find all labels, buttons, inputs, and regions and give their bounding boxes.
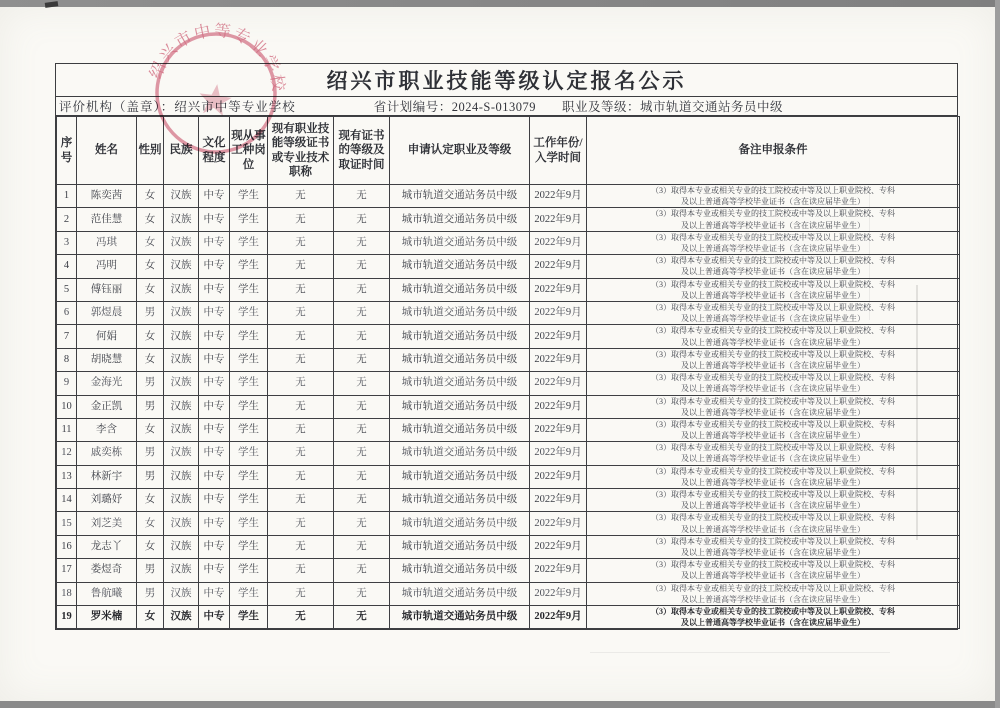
remark-line-1: （3）取得本专业或相关专业的技工院校或中等及以上职业院校、专科 [651, 349, 895, 359]
table-row [57, 418, 960, 441]
cell-remark [587, 255, 960, 278]
cell-seq: 2 [57, 208, 77, 231]
cell-name: 冯琪 [77, 231, 137, 254]
cell-existing-cert: 无 [268, 348, 334, 371]
cell-work-enroll-time: 2022年9月 [530, 185, 587, 208]
cell-cert-level-time: 无 [334, 535, 390, 558]
plan-number-label: 省计划编号：2024-S-013079 [373, 100, 537, 114]
table-header-row [57, 117, 960, 185]
scan-edge-right [995, 0, 1000, 708]
cell-cert-level-time: 无 [334, 278, 390, 301]
table-row [57, 512, 960, 535]
cell-cert-level-time: 无 [334, 208, 390, 231]
cell-existing-cert: 无 [268, 582, 334, 605]
cell-work-enroll-time: 2022年9月 [530, 465, 587, 488]
remark-line-1: （3）取得本专业或相关专业的技工院校或中等及以上职业院校、专科 [651, 186, 895, 195]
cell-cert-level-time: 无 [334, 255, 390, 278]
cell-name: 刘芝美 [77, 512, 137, 535]
remark-line-1: （3）取得本专业或相关专业的技工院校或中等及以上职业院校、专科 [651, 232, 895, 242]
header-work-enroll-time: 工作年份/入学时间 [530, 117, 587, 185]
cell-seq: 14 [57, 489, 77, 512]
cell-seq: 4 [57, 255, 77, 278]
cell-current-job: 学生 [230, 489, 268, 512]
public-notice-document [55, 63, 958, 630]
cell-ethnicity: 汉族 [164, 582, 199, 605]
cell-name: 娄煜奇 [77, 559, 137, 582]
cell-name: 刘璐妤 [77, 489, 137, 512]
remark-line-2: 及以上普通高等学校毕业证书（含在读应届毕业生） [681, 384, 865, 394]
cell-ethnicity: 汉族 [164, 278, 199, 301]
cell-gender: 男 [137, 301, 164, 324]
cell-gender: 女 [137, 606, 164, 629]
remark-line-1: （3）取得本专业或相关专业的技工院校或中等及以上职业院校、专科 [651, 302, 895, 312]
cell-applied-occupation: 城市轨道交通站务员中级 [390, 418, 530, 441]
cell-applied-occupation: 城市轨道交通站务员中级 [390, 255, 530, 278]
header-existing-cert: 现有职业技能等级证书或专业技术职称 [268, 117, 334, 185]
table-row [57, 372, 960, 395]
cell-work-enroll-time: 2022年9月 [530, 278, 587, 301]
cell-work-enroll-time: 2022年9月 [530, 489, 587, 512]
table-row [57, 606, 960, 629]
header-remark-conditions: 备注申报条件 [587, 117, 960, 185]
remark-line-2: 及以上普通高等学校毕业证书（含在读应届毕业生） [681, 407, 865, 417]
table-row [57, 559, 960, 582]
cell-gender: 女 [137, 489, 164, 512]
evaluating-org-label: 评价机构（盖章）：绍兴市中等专业学校 [59, 100, 296, 114]
cell-current-job: 学生 [230, 255, 268, 278]
remark-line-1: （3）取得本专业或相关专业的技工院校或中等及以上职业院校、专科 [651, 209, 895, 219]
remark-line-1: （3）取得本专业或相关专业的技工院校或中等及以上职业院校、专科 [651, 607, 895, 617]
cell-remark [587, 606, 960, 629]
cell-ethnicity: 汉族 [164, 395, 199, 418]
cell-work-enroll-time: 2022年9月 [530, 606, 587, 629]
cell-name: 傅钰丽 [77, 278, 137, 301]
cell-ethnicity: 汉族 [164, 325, 199, 348]
cell-education: 中专 [199, 418, 230, 441]
cell-remark [587, 301, 960, 324]
cell-existing-cert: 无 [268, 185, 334, 208]
cell-work-enroll-time: 2022年9月 [530, 418, 587, 441]
cell-cert-level-time: 无 [334, 301, 390, 324]
remark-line-2: 及以上普通高等学校毕业证书（含在读应届毕业生） [681, 571, 865, 581]
table-row [57, 442, 960, 465]
cell-applied-occupation: 城市轨道交通站务员中级 [390, 325, 530, 348]
cell-name: 龙志丫 [77, 535, 137, 558]
table-row [57, 231, 960, 254]
cell-gender: 女 [137, 348, 164, 371]
table-row [57, 465, 960, 488]
cell-education: 中专 [199, 582, 230, 605]
cell-cert-level-time: 无 [334, 582, 390, 605]
remark-line-2: 及以上普通高等学校毕业证书（含在读应届毕业生） [681, 431, 865, 441]
table-row [57, 348, 960, 371]
cell-applied-occupation: 城市轨道交通站务员中级 [390, 606, 530, 629]
table-body [57, 185, 960, 629]
cell-existing-cert: 无 [268, 208, 334, 231]
cell-ethnicity: 汉族 [164, 348, 199, 371]
cell-remark [587, 418, 960, 441]
table-row [57, 255, 960, 278]
remark-line-1: （3）取得本专业或相关专业的技工院校或中等及以上职业院校、专科 [651, 536, 895, 546]
remark-line-1: （3）取得本专业或相关专业的技工院校或中等及以上职业院校、专科 [651, 373, 895, 383]
remark-line-2: 及以上普通高等学校毕业证书（含在读应届毕业生） [681, 454, 865, 464]
cell-remark [587, 559, 960, 582]
cell-current-job: 学生 [230, 208, 268, 231]
table-row [57, 582, 960, 605]
remark-line-2: 及以上普通高等学校毕业证书（含在读应届毕业生） [681, 501, 865, 511]
cell-applied-occupation: 城市轨道交通站务员中级 [390, 489, 530, 512]
cell-education: 中专 [199, 185, 230, 208]
applicants-table [56, 116, 960, 629]
cell-seq: 18 [57, 582, 77, 605]
cell-seq: 9 [57, 372, 77, 395]
remark-line-2: 及以上普通高等学校毕业证书（含在读应届毕业生） [681, 314, 865, 324]
cell-remark [587, 582, 960, 605]
remark-line-2: 及以上普通高等学校毕业证书（含在读应届毕业生） [681, 220, 865, 230]
remark-line-1: （3）取得本专业或相关专业的技工院校或中等及以上职业院校、专科 [651, 583, 895, 593]
cell-gender: 女 [137, 231, 164, 254]
cell-name: 罗米楠 [77, 606, 137, 629]
cell-seq: 6 [57, 301, 77, 324]
cell-ethnicity: 汉族 [164, 606, 199, 629]
cell-work-enroll-time: 2022年9月 [530, 559, 587, 582]
cell-current-job: 学生 [230, 582, 268, 605]
cell-seq: 11 [57, 418, 77, 441]
cell-remark [587, 231, 960, 254]
cell-ethnicity: 汉族 [164, 372, 199, 395]
cell-gender: 男 [137, 395, 164, 418]
header-applied-occupation: 申请认定职业及等级 [390, 117, 530, 185]
cell-education: 中专 [199, 489, 230, 512]
cell-education: 中专 [199, 559, 230, 582]
cell-current-job: 学生 [230, 372, 268, 395]
cell-seq: 15 [57, 512, 77, 535]
cell-applied-occupation: 城市轨道交通站务员中级 [390, 582, 530, 605]
cell-ethnicity: 汉族 [164, 231, 199, 254]
cell-existing-cert: 无 [268, 278, 334, 301]
cell-existing-cert: 无 [268, 559, 334, 582]
remark-line-2: 及以上普通高等学校毕业证书（含在读应届毕业生） [681, 524, 865, 534]
cell-current-job: 学生 [230, 418, 268, 441]
cell-gender: 女 [137, 535, 164, 558]
occupation-level-label: 职业及等级：城市轨道交通站务员中级 [562, 100, 784, 114]
cell-ethnicity: 汉族 [164, 255, 199, 278]
cell-current-job: 学生 [230, 348, 268, 371]
remark-line-2: 及以上普通高等学校毕业证书（含在读应届毕业生） [681, 267, 865, 277]
cell-ethnicity: 汉族 [164, 535, 199, 558]
cell-name: 金正凯 [77, 395, 137, 418]
scan-edge-top [0, 0, 1000, 7]
cell-seq: 19 [57, 606, 77, 629]
cell-seq: 13 [57, 465, 77, 488]
scan-edge-bottom [0, 701, 1000, 708]
table-row [57, 325, 960, 348]
cell-gender: 女 [137, 255, 164, 278]
cell-remark [587, 185, 960, 208]
cell-remark [587, 372, 960, 395]
cell-applied-occupation: 城市轨道交通站务员中级 [390, 231, 530, 254]
cell-education: 中专 [199, 442, 230, 465]
cell-gender: 男 [137, 559, 164, 582]
cell-work-enroll-time: 2022年9月 [530, 372, 587, 395]
cell-cert-level-time: 无 [334, 442, 390, 465]
cell-seq: 3 [57, 231, 77, 254]
cell-existing-cert: 无 [268, 231, 334, 254]
cell-applied-occupation: 城市轨道交通站务员中级 [390, 442, 530, 465]
cell-cert-level-time: 无 [334, 418, 390, 441]
cell-cert-level-time: 无 [334, 372, 390, 395]
table-row [57, 535, 960, 558]
cell-applied-occupation: 城市轨道交通站务员中级 [390, 278, 530, 301]
cell-current-job: 学生 [230, 231, 268, 254]
cell-cert-level-time: 无 [334, 512, 390, 535]
remark-line-1: （3）取得本专业或相关专业的技工院校或中等及以上职业院校、专科 [651, 443, 895, 453]
remark-line-1: （3）取得本专业或相关专业的技工院校或中等及以上职业院校、专科 [651, 326, 895, 336]
cell-gender: 女 [137, 325, 164, 348]
header-seq: 序号 [57, 117, 77, 185]
cell-work-enroll-time: 2022年9月 [530, 512, 587, 535]
remark-line-1: （3）取得本专业或相关专业的技工院校或中等及以上职业院校、专科 [651, 466, 895, 476]
cell-remark [587, 348, 960, 371]
cell-education: 中专 [199, 535, 230, 558]
cell-gender: 男 [137, 465, 164, 488]
cell-remark [587, 535, 960, 558]
cell-education: 中专 [199, 278, 230, 301]
cell-ethnicity: 汉族 [164, 208, 199, 231]
cell-applied-occupation: 城市轨道交通站务员中级 [390, 535, 530, 558]
cell-education: 中专 [199, 465, 230, 488]
cell-cert-level-time: 无 [334, 231, 390, 254]
cell-existing-cert: 无 [268, 606, 334, 629]
header-gender: 性别 [137, 117, 164, 185]
cell-gender: 男 [137, 372, 164, 395]
remark-line-1: （3）取得本专业或相关专业的技工院校或中等及以上职业院校、专科 [651, 513, 895, 523]
cell-cert-level-time: 无 [334, 185, 390, 208]
table-row [57, 208, 960, 231]
cell-existing-cert: 无 [268, 465, 334, 488]
cell-cert-level-time: 无 [334, 325, 390, 348]
cell-work-enroll-time: 2022年9月 [530, 395, 587, 418]
cell-work-enroll-time: 2022年9月 [530, 208, 587, 231]
cell-current-job: 学生 [230, 559, 268, 582]
cell-education: 中专 [199, 372, 230, 395]
cell-applied-occupation: 城市轨道交通站务员中级 [390, 301, 530, 324]
cell-gender: 女 [137, 512, 164, 535]
cell-seq: 8 [57, 348, 77, 371]
cell-seq: 12 [57, 442, 77, 465]
cell-current-job: 学生 [230, 278, 268, 301]
cell-gender: 女 [137, 418, 164, 441]
cell-existing-cert: 无 [268, 255, 334, 278]
cell-work-enroll-time: 2022年9月 [530, 255, 587, 278]
cell-cert-level-time: 无 [334, 465, 390, 488]
cell-remark [587, 512, 960, 535]
cell-current-job: 学生 [230, 512, 268, 535]
cell-name: 范佳慧 [77, 208, 137, 231]
page-title: 绍兴市职业技能等级认定报名公示 [56, 64, 957, 97]
cell-education: 中专 [199, 301, 230, 324]
remark-line-2: 及以上普通高等学校毕业证书（含在读应届毕业生） [681, 548, 865, 558]
cell-work-enroll-time: 2022年9月 [530, 535, 587, 558]
cell-ethnicity: 汉族 [164, 512, 199, 535]
cell-applied-occupation: 城市轨道交通站务员中级 [390, 559, 530, 582]
remark-line-2: 及以上普通高等学校毕业证书（含在读应届毕业生） [681, 360, 865, 370]
remark-line-2: 及以上普通高等学校毕业证书（含在读应届毕业生） [681, 197, 865, 207]
cell-education: 中专 [199, 208, 230, 231]
table-row [57, 301, 960, 324]
table-row [57, 489, 960, 512]
cell-current-job: 学生 [230, 325, 268, 348]
cell-gender: 女 [137, 278, 164, 301]
cell-name: 郭煜晨 [77, 301, 137, 324]
cell-work-enroll-time: 2022年9月 [530, 325, 587, 348]
remark-line-1: （3）取得本专业或相关专业的技工院校或中等及以上职业院校、专科 [651, 560, 895, 570]
header-ethnicity: 民族 [164, 117, 199, 185]
cell-cert-level-time: 无 [334, 395, 390, 418]
cell-education: 中专 [199, 512, 230, 535]
cell-seq: 17 [57, 559, 77, 582]
cell-name: 何娟 [77, 325, 137, 348]
cell-applied-occupation: 城市轨道交通站务员中级 [390, 208, 530, 231]
cell-current-job: 学生 [230, 185, 268, 208]
cell-gender: 男 [137, 442, 164, 465]
remark-line-2: 及以上普通高等学校毕业证书（含在读应届毕业生） [681, 618, 865, 628]
cell-existing-cert: 无 [268, 301, 334, 324]
cell-existing-cert: 无 [268, 489, 334, 512]
cell-ethnicity: 汉族 [164, 185, 199, 208]
cell-gender: 女 [137, 208, 164, 231]
cell-ethnicity: 汉族 [164, 442, 199, 465]
remark-line-1: （3）取得本专业或相关专业的技工院校或中等及以上职业院校、专科 [651, 419, 895, 429]
cell-name: 鲁航曦 [77, 582, 137, 605]
cell-existing-cert: 无 [268, 512, 334, 535]
cell-gender: 女 [137, 185, 164, 208]
cell-current-job: 学生 [230, 465, 268, 488]
cell-existing-cert: 无 [268, 535, 334, 558]
cell-current-job: 学生 [230, 606, 268, 629]
cell-education: 中专 [199, 255, 230, 278]
cell-current-job: 学生 [230, 301, 268, 324]
remark-line-1: （3）取得本专业或相关专业的技工院校或中等及以上职业院校、专科 [651, 279, 895, 289]
cell-remark [587, 442, 960, 465]
cell-work-enroll-time: 2022年9月 [530, 442, 587, 465]
cell-remark [587, 489, 960, 512]
cell-applied-occupation: 城市轨道交通站务员中级 [390, 512, 530, 535]
cell-education: 中专 [199, 395, 230, 418]
cell-education: 中专 [199, 606, 230, 629]
cell-seq: 1 [57, 185, 77, 208]
cell-seq: 16 [57, 535, 77, 558]
cell-cert-level-time: 无 [334, 559, 390, 582]
cell-cert-level-time: 无 [334, 606, 390, 629]
cell-applied-occupation: 城市轨道交通站务员中级 [390, 348, 530, 371]
remark-line-2: 及以上普通高等学校毕业证书（含在读应届毕业生） [681, 337, 865, 347]
cell-existing-cert: 无 [268, 325, 334, 348]
cell-applied-occupation: 城市轨道交通站务员中级 [390, 185, 530, 208]
cell-remark [587, 278, 960, 301]
cell-name: 李含 [77, 418, 137, 441]
cell-gender: 男 [137, 582, 164, 605]
cell-cert-level-time: 无 [334, 348, 390, 371]
header-current-job: 现从事工种岗位 [230, 117, 268, 185]
cell-education: 中专 [199, 348, 230, 371]
cell-current-job: 学生 [230, 535, 268, 558]
cell-ethnicity: 汉族 [164, 465, 199, 488]
cell-remark [587, 395, 960, 418]
header-cert-level-time: 现有证书的等级及取证时间 [334, 117, 390, 185]
cell-ethnicity: 汉族 [164, 559, 199, 582]
cell-name: 戚奕栋 [77, 442, 137, 465]
cell-name: 冯明 [77, 255, 137, 278]
cell-existing-cert: 无 [268, 372, 334, 395]
cell-applied-occupation: 城市轨道交通站务员中级 [390, 465, 530, 488]
cell-work-enroll-time: 2022年9月 [530, 582, 587, 605]
table-row [57, 395, 960, 418]
remark-line-2: 及以上普通高等学校毕业证书（含在读应届毕业生） [681, 477, 865, 487]
remark-line-1: （3）取得本专业或相关专业的技工院校或中等及以上职业院校、专科 [651, 256, 895, 266]
cell-remark [587, 465, 960, 488]
cell-work-enroll-time: 2022年9月 [530, 348, 587, 371]
remark-line-1: （3）取得本专业或相关专业的技工院校或中等及以上职业院校、专科 [651, 490, 895, 500]
cell-ethnicity: 汉族 [164, 301, 199, 324]
cell-name: 胡晓慧 [77, 348, 137, 371]
cell-current-job: 学生 [230, 395, 268, 418]
table-row [57, 185, 960, 208]
cell-name: 林新宇 [77, 465, 137, 488]
cell-name: 金海光 [77, 372, 137, 395]
cell-remark [587, 325, 960, 348]
cell-seq: 7 [57, 325, 77, 348]
cell-existing-cert: 无 [268, 418, 334, 441]
cell-current-job: 学生 [230, 442, 268, 465]
cell-applied-occupation: 城市轨道交通站务员中级 [390, 372, 530, 395]
cell-name: 陈奕茜 [77, 185, 137, 208]
cell-existing-cert: 无 [268, 442, 334, 465]
remark-line-2: 及以上普通高等学校毕业证书（含在读应届毕业生） [681, 594, 865, 604]
cell-cert-level-time: 无 [334, 489, 390, 512]
stamp-text: 绍兴市中等专业学校 [145, 20, 289, 95]
cell-work-enroll-time: 2022年9月 [530, 301, 587, 324]
header-education: 文化程度 [199, 117, 230, 185]
header-name: 姓名 [77, 117, 137, 185]
remark-line-1: （3）取得本专业或相关专业的技工院校或中等及以上职业院校、专科 [651, 396, 895, 406]
cell-seq: 5 [57, 278, 77, 301]
cell-ethnicity: 汉族 [164, 418, 199, 441]
cell-remark [587, 208, 960, 231]
remark-line-2: 及以上普通高等学校毕业证书（含在读应届毕业生） [681, 243, 865, 253]
cell-seq: 10 [57, 395, 77, 418]
remark-line-2: 及以上普通高等学校毕业证书（含在读应届毕业生） [681, 290, 865, 300]
cell-work-enroll-time: 2022年9月 [530, 231, 587, 254]
cell-education: 中专 [199, 325, 230, 348]
document-meta-row [56, 97, 957, 116]
cell-education: 中专 [199, 231, 230, 254]
cell-applied-occupation: 城市轨道交通站务员中级 [390, 395, 530, 418]
cell-ethnicity: 汉族 [164, 489, 199, 512]
cell-existing-cert: 无 [268, 395, 334, 418]
table-row [57, 278, 960, 301]
